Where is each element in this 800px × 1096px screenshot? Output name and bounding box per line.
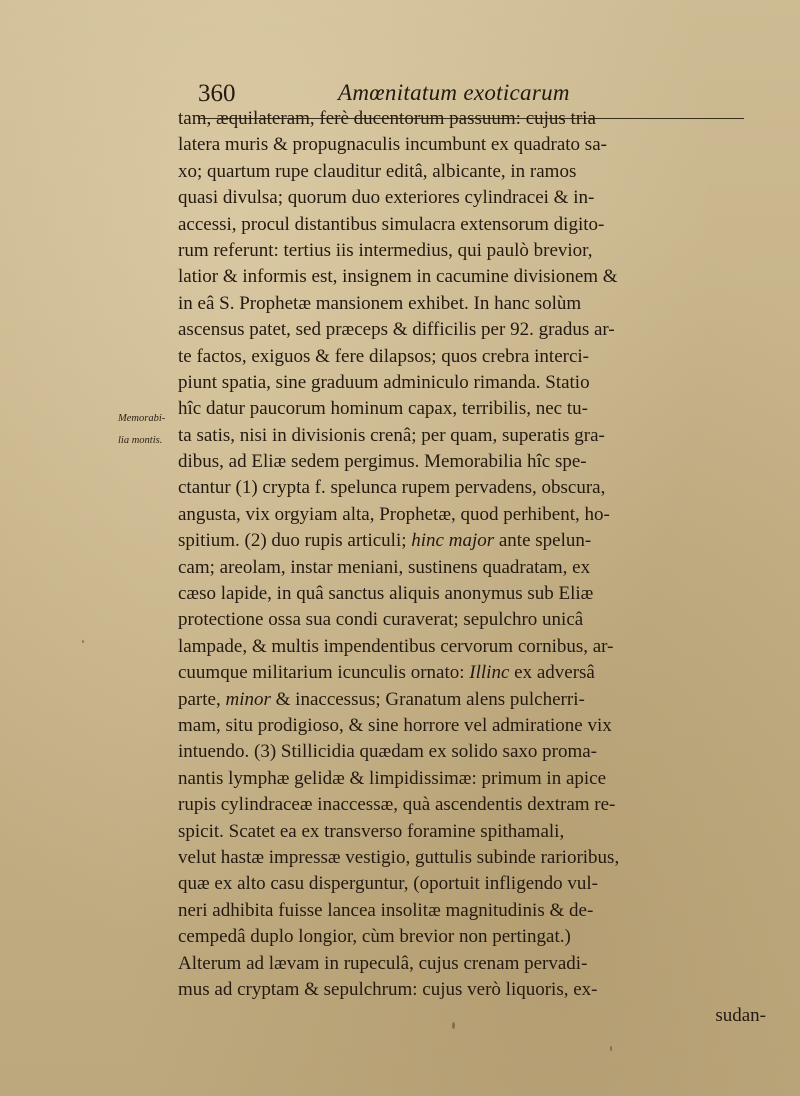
italic-phrase: minor [225,688,271,710]
text-line: nantis lymphæ gelidæ & limpidissimæ: primum in apice [178,767,607,789]
text-line: parte, minor & inaccessus; Granatum alens pulcherri- [178,688,585,710]
text-line: dibus, ad Eliæ sedem pergimus. Memorabilia hîc spe- [178,451,587,473]
page-number: 360 [198,80,236,107]
text-line: te factos, exiguos & fere dilapsos; quos crebra interci- [178,345,589,367]
running-title: Amœnitatum exoticarum [338,80,570,105]
text-line: spitium. (2) duo rupis articuli; hinc major ante spelun- [178,530,592,552]
text-line: in eâ S. Prophetæ mansionem exhibet. In hanc solùm [178,292,582,314]
text-line: hîc datur paucorum hominum capax, terribilis, nec tu- [178,398,588,420]
text-line: piunt spatia, sine graduum adminiculo rimanda. Statio [178,371,590,393]
marginal-note-line: Memorabi- [118,413,166,424]
text-line: spicit. Scatet ea ex transverso foramine spithamali, [178,820,565,842]
paper-speck [82,640,84,643]
text-line: latera muris & propugnaculis incumbunt ex quadrato sa- [178,134,607,156]
text-line: protectione ossa sua condi curaverat; sepulchro unicâ [178,609,584,631]
text-line: ctantur (1) crypta f. spelunca rupem pervadens, obscura, [178,477,606,499]
italic-phrase: Illinc [469,662,510,684]
text-line: lampade, & multis impendentibus cervorum cornibus, ar- [178,635,614,657]
paper-speck [452,1022,455,1029]
text-line: accessi, procul distantibus simulacra extensorum digito- [178,213,605,235]
text-line: angusta, vix orgyiam alta, Prophetæ, quod perhibent, ho- [178,503,610,525]
text-line: cuumque militarium icunculis ornato: Illinc ex adversâ [178,662,595,684]
paper-speck [610,1046,612,1051]
text-line: quasi divulsa; quorum duo exteriores cylindracei & in- [178,187,595,209]
marginal-note [118,408,180,452]
text-line: latior & informis est, insignem in cacumine divisionem & [178,266,618,288]
text-line: mus ad cryptam & sepulchrum: cujus verò liquoris, ex- [178,978,598,1000]
marginal-note-line: lia montis. [118,435,163,446]
text-line: xo; quartum rupe clauditur editâ, albicante, in ramos [178,160,577,182]
text-line: velut hastæ impressæ vestigio, guttulis subinde rarioribus, [178,846,620,868]
text-line: quæ ex alto casu disperguntur, (oportuit infligendo vul- [178,873,598,895]
text-line: Alterum ad lævam in rupeculâ, cujus crenam pervadi- [178,952,588,974]
text-line: cam; areolam, instar meniani, sustinens quadratam, ex [178,556,591,578]
text-line: tam, æquilateram, ferè ducentorum passuum: cujus tria [178,108,596,129]
text-line: ascensus patet, sed præceps & difficilis per 92. gradus ar- [178,319,615,341]
text-line: rupis cylindraceæ inaccessæ, quà ascendentis dextram re- [178,794,616,816]
text-line: intuendo. (3) Stillicidia quædam ex solido saxo proma- [178,741,597,763]
text-line: cempedâ duplo longior, cùm brevior non pertingat.) [178,926,571,948]
catchword: sudan- [715,1005,766,1027]
text-line: cæso lapide, in quâ sanctus aliquis anonymus sub Eliæ [178,583,594,605]
text-line: mam, situ prodigioso, & sine horrore vel admiratione vix [178,714,612,736]
italic-phrase: hinc major [411,530,495,552]
text-line: ta satis, nisi in divisionis crenâ; per quam, superatis gra- [178,424,605,446]
text-line: rum referunt: tertius iis intermedius, qui paulò brevior, [178,239,593,261]
text-line: neri adhibita fuisse lancea insolitæ magnitudinis & de- [178,899,594,921]
body-text [178,106,778,1030]
